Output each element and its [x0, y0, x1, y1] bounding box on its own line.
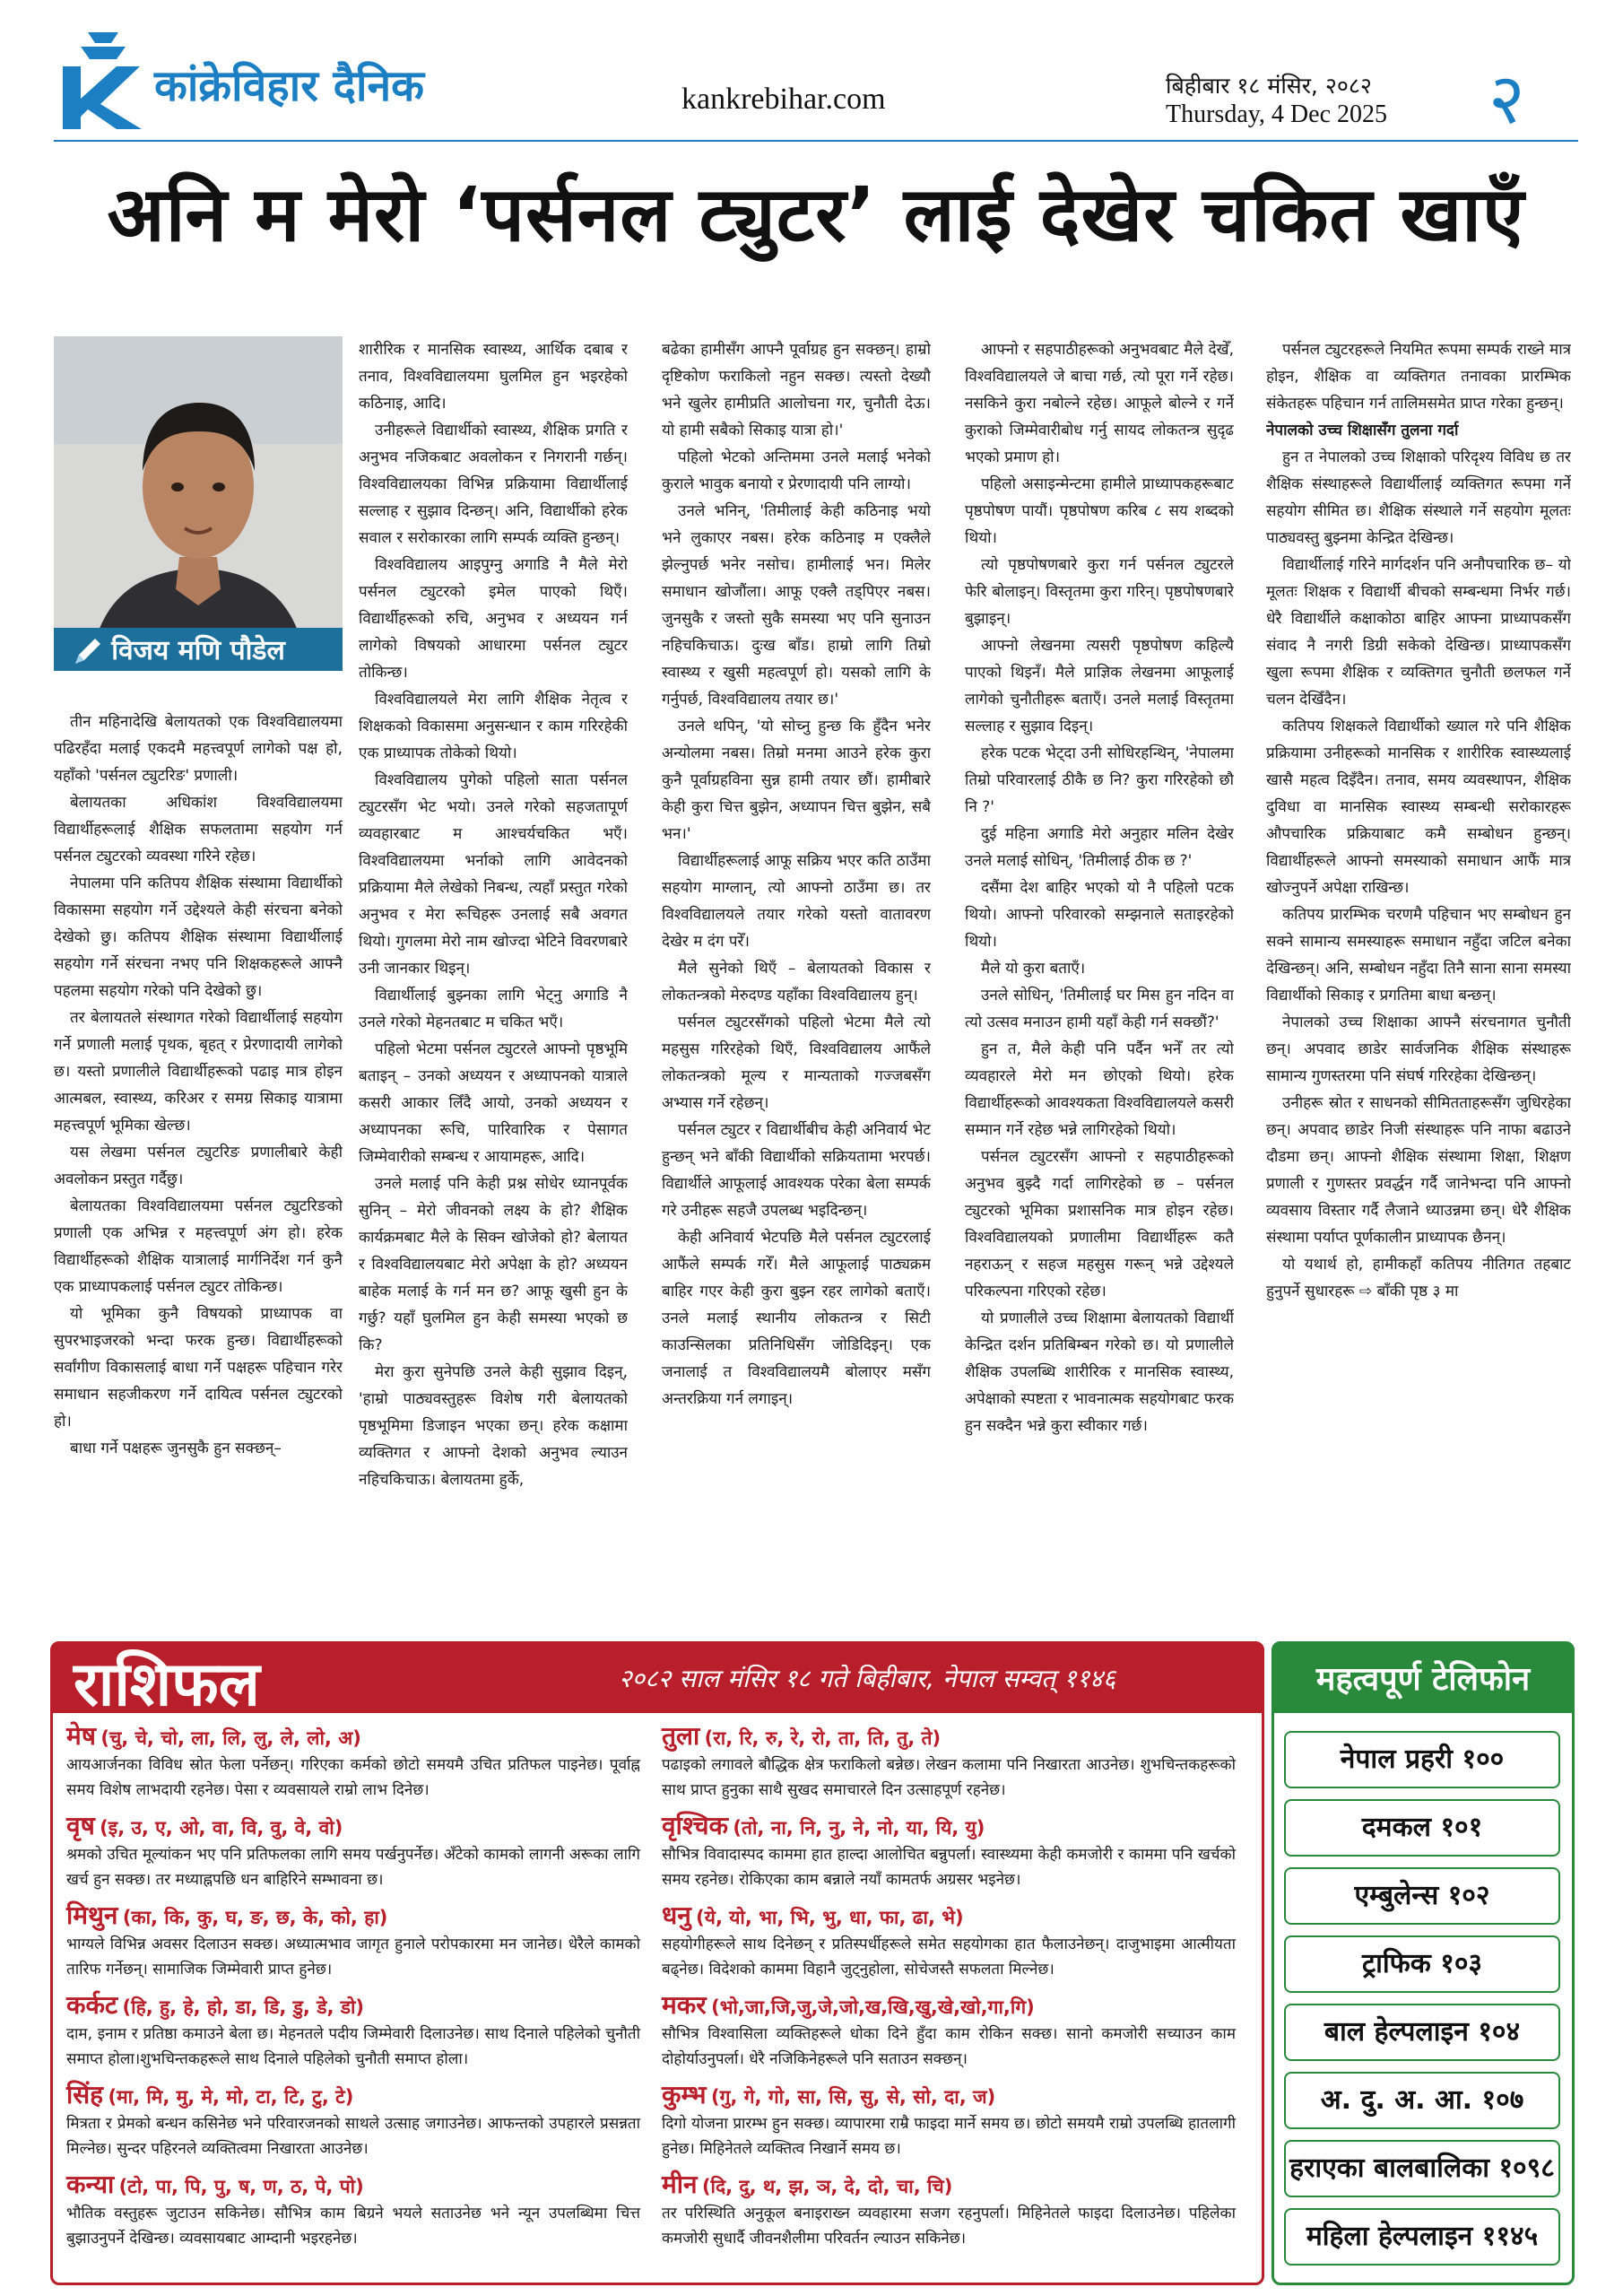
sign-name: वृष	[66, 1811, 95, 1840]
sign-name: तुला	[662, 1721, 700, 1751]
paragraph: पहिलो भेटमा पर्सनल ट्युटरले आफ्नो पृष्ठभूमि बताइन् – उनको अध्ययन र अध्यापनको यात्राले कसरी आकार लिँदै आयो, उनको अध्ययन र अध्यापनका रूचि, पारिवारिक र पेसागत जिम्मेवारीको सम्बन्ध र आयामहरू, आदि।	[359, 1040, 628, 1166]
paragraph: मैले यो कुरा बताएँ।	[981, 960, 1086, 978]
sign-letters: (इ, उ, ए, ओ, वा, वि, वु, वे, वो)	[100, 1817, 343, 1839]
paragraph: उनीहरूले विद्यार्थीको स्वास्थ्य, शैक्षिक प्रगति र अनुभव नजिकबाट अवलोकन र निगरानी गर्छन्। विश्वविद्यालयका विभिन्न प्रक्रियामा विद्यार्थीलाई सल्लाह र सुझाव दिन्छन्। अनि, विद्यार्थीको हरेक सवाल र सरोकारका लागि सम्पर्क व्यक्ति हुन्छन्।	[359, 422, 628, 547]
paragraph: मैले सुनेको थिएँ – बेलायतको विकास र लोकतन्त्रको मेरुदण्ड यहाँका विश्वविद्यालय हुन्।	[662, 960, 931, 1004]
phone-child-helpline[interactable]: बाल हेल्पलाइन १०४	[1284, 2004, 1560, 2061]
sign-dhanu	[662, 1900, 1236, 1982]
sign-name: धनु	[662, 1900, 691, 1930]
paragraph: विश्वविद्यालय पुगेको पहिलो साता पर्सनल ट्युटरसँग भेट भयो। उनले गरेको सहजतापूर्ण व्यवहारबाट म आश्चर्यचकित भएँ। विश्वविद्यालयमा भर्नाको लागि आवेदनको प्रक्रियामा मैले लेखेको निबन्ध, त्यहाँ प्रस्तुत गरेको अनुभव र मेरा रूचिहरू उनलाई सबै अवगत थियो। गुगलमा मेरो नाम खोज्दा भेटिने विवरणबारे उनी जानकार थिइन्।	[359, 771, 628, 978]
sign-text: भौतिक वस्तुहरू जुटाउन सकिनेछ। सौभित्र काम बिग्रने भयले सताउनेछ भने न्यून उपलब्धिमा चित्त बुझाउनुपर्ने देखिन्छ। व्यवसायबाट आम्दानी भइरहनेछ।	[66, 2205, 640, 2248]
phone-traffic[interactable]: ट्राफिक १०३	[1284, 1935, 1560, 1993]
paragraph: बेलायतका अधिकांश विश्वविद्यालयमा विद्यार्थीहरूलाई शैक्षिक सफलतामा सहयोग गर्न पर्सनल ट्युटरको व्यवस्था गरिने रहेछ।	[54, 794, 343, 865]
sign-text: पढाइको लगावले बौद्धिक क्षेत्र फराकिलो बन्नेछ। लेखन कलामा पनि निखारता आउनेछ। शुभचिन्तकहरूको साथ प्राप्त हुनुका साथै सुखद समाचारले दिन उत्साहपूर्ण रहनेछ।	[662, 1756, 1236, 1799]
sign-vrishchik	[662, 1813, 1236, 1892]
page-number: २	[1488, 59, 1525, 140]
paragraph: उनले सोधिन्, 'तिमीलाई घर मिस हुन नदिन वा त्यो उत्सव मनाउन हामी यहाँ केही गर्न सक्छौं?'	[965, 987, 1234, 1031]
paragraph: तीन महिनादेखि बेलायतको एक विश्वविद्यालयमा पढिरहँदा मलाई एकदमै महत्त्वपूर्ण लागेको पक्ष हो, यहाँको 'पर्सनल ट्युटरिङ' प्रणाली।	[54, 713, 343, 785]
paragraph: आफ्नो लेखनमा त्यसरी पृष्ठपोषण कहिल्यै पाएको थिइनँ। मैले प्राज्ञिक लेखनमा आफूलाई लागेको चुनौतीहरू बताएँ। उनले मलाई विस्तृतमा सल्लाह र सुझाव दिइन्।	[965, 637, 1234, 735]
sign-karkat	[66, 1990, 640, 2072]
paragraph: हरेक पटक भेट्दा उनी सोधिरहन्थिन्, 'नेपालमा तिम्रो परिवारलाई ठीकै छ नि? कुरा गरिरहेको छौ नि ?'	[965, 744, 1234, 816]
sign-kanya	[66, 2172, 640, 2251]
phone-title: महत्वपूर्ण टेलिफोन	[1315, 1661, 1531, 1698]
sign-name: कन्या	[66, 2170, 115, 2199]
paragraph: उनीहरू स्रोत र साधनको सीमितताहरूसँग जुधिरहेका छन्। अपवाद छाडेर निजी संस्थाहरू पनि नाफा बढाउने दौडमा छन्। आफ्नो शैक्षिक संस्थामा शिक्षा, शिक्षण प्रणाली र गुणस्तर प्रवर्द्धन गर्दै जानेभन्दा पनि आफ्नो व्यवसाय विस्तार गर्दै लैजाने ध्याउन्नमा छन्। धेरै शैक्षिक संस्थामा पर्याप्त पूर्णकालीन प्राध्यापक छैनन्।	[1266, 1094, 1571, 1247]
sign-text: दाम, इनाम र प्रतिष्ठा कमाउने बेला छ। मेहनतले पदीय जिम्मेवारी दिलाउनेछ। साथ दिनाले पहिलेको चुनौती समाप्त होला।शुभचिन्तकहरूले साथ दिनाले पहिलेको चुनौती समाप्त होला।	[66, 2025, 640, 2068]
paragraph: नेपालको उच्च शिक्षाका आफ्नै संरचनागत चुनौती छन्। अपवाद छाडेर सार्वजनिक शैक्षिक संस्थाहरू सामान्य गुणस्तरमा पनि संघर्ष गरिरहेका देखिन्छन्।	[1266, 1013, 1571, 1085]
paragraph: बढेका हामीसँग आफ्नै पूर्वाग्रह हुन सक्छन्। हाम्रो दृष्टिकोण फराकिलो नहुन सक्छ। त्यस्तो देख्यौ भने खुलेर हामीप्रति आलोचना गर, चुनौती देऊ। यो हामी सबैको सिकाइ यात्रा हो।'	[662, 341, 931, 439]
newspaper-logo-icon	[54, 23, 152, 131]
sign-name: वृश्चिक	[662, 1811, 729, 1840]
paragraph: शारीरिक र मानसिक स्वास्थ्य, आर्थिक दबाब र तनाव, विश्वविद्यालयमा घुलमिल हुन भइरहेको कठिनाइ, आदि।	[359, 341, 628, 413]
masthead	[54, 23, 475, 131]
phone-police[interactable]: नेपाल प्रहरी १००	[1284, 1731, 1560, 1788]
paragraph: नेपालमा पनि कतिपय शैक्षिक संस्थामा विद्यार्थीको विकासमा सहयोग गर्ने उद्देश्यले केही संरचना बनेको देखेको छु। कतिपय शैक्षिक संस्थामा विद्यार्थीलाई सहयोग गर्ने संरचना नभए पनि शिक्षकहरूले आफ्नै पहलमा सहयोग गरेको पनि देखेको छु।	[54, 874, 343, 1000]
paragraph: हुन त नेपालको उच्च शिक्षाको परिदृश्य विविध छ तर शैक्षिक संस्थाहरूले विद्यार्थीलाई व्यक्तिगत रूपमा गर्ने सहयोग सीमित छ। शैक्षिक संस्थाले गर्ने सहयोग मूलतः पाठ्यवस्तु बुझ्नमा केन्द्रित देखिन्छ।	[1266, 448, 1571, 547]
sign-letters: (गु, गे, गो, सा, सि, सु, से, सो, दा, ज)	[711, 2086, 996, 2108]
paragraph: उनले मलाई पनि केही प्रश्न सोधेर ध्यानपूर्वक सुनिन् – मेरो जीवनको लक्ष्य के हो? शैक्षिक कार्यक्रमबाट मैले के सिक्न खोजेको हो? बेलायत र विश्वविद्यालयबाट मेरो अपेक्षा के हो? अध्ययन बाहेक मलाई के गर्न मन छ? आफू खुसी हुन के गर्छु? यहाँ घुलमिल हुन केही समस्या भएको छ कि?	[359, 1175, 628, 1354]
phone-ambulance[interactable]: एम्बुलेन्स १०२	[1284, 1867, 1560, 1925]
sign-mesh	[66, 1721, 640, 1803]
sign-simha	[66, 2080, 640, 2161]
article-column-4	[965, 336, 1234, 1619]
sign-letters: (मा, मि, मु, मे, मो, टा, टि, टु, टे)	[108, 2086, 354, 2108]
site-url[interactable]: kankrebihar.com	[681, 83, 886, 116]
sign-meen	[662, 2172, 1236, 2251]
paragraph: त्यो पृष्ठपोषणबारे कुरा गर्न पर्सनल ट्युटरले फेरि बोलाइन्। विस्तृतमा कुरा गरिन्। पृष्ठपोषणबारे बुझाइन्।	[965, 556, 1234, 628]
newspaper-name: कांक्रेविहार दैनिक	[154, 61, 424, 111]
paragraph: उनले भनिन्, 'तिमीलाई केही कठिनाइ भयो भने लुकाएर नबस। हरेक कठिनाइ म एक्लैले झेल्नुपर्छ भनेर नसोच। हामीलाई भन। मिलेर समाधान खोजौंला। आफू एक्लै तड्पिएर नबस। जुनसुकै र जस्तो सुकै समस्या भए पनि सुनाउन नहिचकिचाऊ। दुःख बाँड। हाम्रो लागि तिम्रो स्वास्थ्य र खुसी महत्वपूर्ण हो। यसको लागि के गर्नुपर्छ, विश्वविद्यालय तयार छ।'	[662, 502, 931, 709]
sign-letters: (दि, दु, थ, झ, ञ, दे, दो, चा, चि)	[701, 2176, 953, 2197]
sign-text: सौभित्र विश्वासिला व्यक्तिहरूले धोका दिने हुँदा काम रोकिन सक्छ। सानो कमजोरी सच्याउन काम दोहोर्याउनुपर्ला। धेरै नजिकिनेहरूले पनि सताउन सक्छन्।	[662, 2025, 1236, 2068]
sign-text: आयआर्जनका विविध स्रोत फेला पर्नेछन्। गरिएका कर्मको छोटो समयमै उचित प्रतिफल पाइनेछ। पूर्वाह्न समय विशेष लाभदायी रहनेछ। पेसा र व्यवसायले राम्रो लाभ दिनेछ।	[66, 1756, 640, 1799]
sign-makar	[662, 1990, 1236, 2072]
sign-letters: (चु, चे, चो, ला, लि, लु, ले, लो, अ)	[100, 1727, 361, 1749]
sign-name: मेष	[66, 1721, 96, 1751]
sign-kumbha	[662, 2080, 1236, 2161]
article-column-1	[54, 709, 343, 1619]
paragraph: दसैंमा देश बाहिर भएको यो नै पहिलो पटक थियो। आफ्नो परिवारको सम्झनाले सताइरहेको थियो।	[965, 879, 1234, 951]
paragraph: मेरा कुरा सुनेपछि उनले केही सुझाव दिइन्, 'हाम्रो पाठ्यवस्तुहरू विशेष गरी बेलायतको पृष्ठभूमिमा डिजाइन भएका छन्। हरेक कक्षामा व्यक्तिगत र आफ्नो देशको अनुभव ल्याउन नहिचकिचाऊ। बेलायतमा हुर्के,	[359, 1363, 628, 1489]
article-column-2	[359, 336, 628, 1619]
sign-letters: (भो,जा,जि,जु,जे,जो,ख,खि,खु,खे,खो,गा,गि)	[711, 1996, 1035, 2018]
author-photo	[54, 336, 343, 668]
continued-note[interactable]: यो यथार्थ हो, हामीकहाँ कतिपय नीतिगत तहबाट हुनुपर्ने सुधारहरू ⇨ बाँकी पृष्ठ ३ मा	[1266, 1256, 1571, 1300]
sign-name: मकर	[662, 1990, 707, 2020]
paragraph: बेलायतका विश्वविद्यालयमा पर्सनल ट्युटरिङको प्रणाली एक अभिन्न र महत्त्वपूर्ण अंग हो। हरेक विद्यार्थीहरूको शैक्षिक यात्रालाई मार्गनिर्देश गर्न कुनै एक प्राध्यापकलाई पर्सनल ट्युटर तोकिन्छ।	[54, 1197, 343, 1296]
paragraph: तर बेलायतले संस्थागत गरेको विद्यार्थीलाई सहयोग गर्ने प्रणाली मलाई पृथक, बृहत् र प्रेरणादायी लागेको छ। यस्तो प्रणालीले विद्यार्थीहरूको पढाइ मात्र होइन आत्मबल, स्वास्थ्य, करिअर र समग्र सिकाइ यात्रामा महत्त्वपूर्ण भूमिका खेल्छ।	[54, 1009, 343, 1135]
paragraph: दुई महिना अगाडि मेरो अनुहार मलिन देखेर उनले मलाई सोधिन्, 'तिमीलाई ठीक छ ?'	[965, 825, 1234, 870]
phone-women-helpline[interactable]: महिला हेल्पलाइन ११४५	[1284, 2208, 1560, 2266]
sign-text: दिगो योजना प्रारम्भ हुन सक्छ। व्यापारमा राम्रै फाइदा मार्ने समय छ। छोटो समयमै राम्रो उपलब्धि हातलागी हुनेछ। मिहिनेतले व्यक्तित्व निखार्ने समय छ।	[662, 2115, 1236, 2158]
sign-text: मित्रता र प्रेमको बन्धन कसिनेछ भने परिवारजनको साथले उत्साह जगाउनेछ। आफन्तको उपहारले प्रसन्नता मिल्नेछ। सुन्दर पहिरनले व्यक्तित्वमा निखारता आउनेछ।	[66, 2115, 640, 2158]
paragraph: बाधा गर्ने पक्षहरू जुनसुकै हुन सक्छन्–	[70, 1439, 282, 1457]
paragraph: हुन त, मैले केही पनि पर्दैन भनेँ तर त्यो व्यवहारले मेरो मन छोएको थियो। हरेक विद्यार्थीहरूको आवश्यकता विश्वविद्यालयले कसरी सम्मान गर्ने रहेछ भन्ने लागिरहेको थियो।	[965, 1040, 1234, 1139]
paragraph: यो भूमिका कुनै विषयको प्राध्यापक वा सुपरभाइजरको भन्दा फरक हुन्छ। विद्यार्थीहरूको सर्वांगीण विकासलाई बाधा गर्ने पक्षहरू पहिचान गरेर समाधान सहजीकरण गर्ने दायित्व पर्सनल ट्युटरको हो।	[54, 1305, 343, 1431]
date-nepali: बिहीबार १८ मंसिर, २०८२	[1166, 73, 1372, 99]
paragraph: विद्यार्थीलाई गरिने मार्गदर्शन पनि अनौपचारिक छ– यो मूलतः शिक्षक र विद्यार्थी बीचको सम्बन्धमा निर्भर गर्छ। धेरै विद्यार्थीले कक्षाकोठा बाहिर आफ्ना प्राध्यापकसँग संवाद नै नगरी डिग्री सकेको देखिन्छ। प्राध्यापकसँग खुला रूपमा शैक्षिक र व्यक्तिगत चुनौती छलफल गर्ने चलन देखिँदैन।	[1266, 556, 1571, 709]
sign-letters: (हि, हु, हे, हो, डा, डि, डु, डे, डो)	[122, 1996, 365, 2018]
paragraph: पर्सनल ट्युटरहरूले नियमित रूपमा सम्पर्क राख्ने मात्र होइन, शैक्षिक वा व्यक्तिगत तनावका प्रारम्भिक संकेतहरू पहिचान गर्न तालिमसमेत प्राप्त गरेका हुन्छन्।	[1266, 341, 1571, 413]
author-name: विजय मणि पौडेल	[111, 635, 285, 666]
paragraph: विश्वविद्यालयले मेरा लागि शैक्षिक नेतृत्व र शिक्षकको विकासमा अनुसन्धान र काम गरिरहेकी एक प्राध्यापक तोकेको थियो।	[359, 691, 628, 762]
sign-text: तर परिस्थिति अनुकूल बनाइराख्न व्यवहारमा सजग रहनुपर्ला। मिहिनेतले फाइदा दिलाउनेछ। पहिलेका कमजोरी सुधार्दै जीवनशैलीमा परिवर्तन ल्याउन सकिनेछ।	[662, 2205, 1236, 2248]
date-english: Thursday, 4 Dec 2025	[1166, 100, 1388, 128]
sign-letters: (रा, रि, रु, रे, रो, ता, ति, तु, ते)	[704, 1727, 942, 1749]
sign-text: श्रमको उचित मूल्यांकन भए पनि प्रतिफलका लागि समय पर्खनुपर्नेछ। अँटेको कामको लागनी अरूका लागि खर्च हुन सक्छ। तर मध्याह्नपछि धन बाहिरिने सम्भावना छ।	[66, 1846, 640, 1889]
sign-name: कर्कट	[66, 1990, 118, 2020]
paragraph: पर्सनल ट्युटरसँग आफ्नो र सहपाठीहरूको अनुभव बुझ्दै गर्दा लागिरहेको छ – पर्सनल ट्युटरको भूमिका प्रशासनिक मात्र होइन रहेछ। विश्वविद्यालयको प्रणालीमा विद्यार्थीहरू कतै नहराऊन् र सहज महसुस गरून् भन्ने उद्देश्यले परिकल्पना गरिएको रहेछ।	[965, 1148, 1234, 1300]
sign-letters: (टो, पा, पि, पु, ष, ण, ठ, पे, पो)	[118, 2176, 364, 2197]
paragraph: कतिपय शिक्षकले विद्यार्थीको ख्याल गरे पनि शैक्षिक प्रक्रियामा उनीहरूको मानसिक र शारीरिक स्वास्थ्यलाई खासै महत्व दिइँदैन। तनाव, समय व्यवस्थापन, शैक्षिक दुविधा वा मानसिक स्वास्थ्य सम्बन्धी सरोकारहरू औपचारिक प्रक्रियाबाट कमै सम्बोधन हुन्छन्। विद्यार्थीहरूले आफ्नो समस्याको समाधान आफैं मात्र खोज्नुपर्ने अपेक्षा राखिन्छ।	[1266, 718, 1571, 897]
sign-text: भाग्यले विभिन्न अवसर दिलाउन सक्छ। अध्यात्मभाव जागृत हुनाले परोपकारमा मन जानेछ। धेरैले कामको तारिफ गर्नेछन्। सामाजिक जिम्मेवारी प्राप्त हुनेछ।	[66, 1935, 640, 1979]
sign-text: सौभित्र विवादास्पद काममा हात हाल्दा आलोचित बन्नुपर्ला। स्वास्थ्यमा केही कमजोरी र काममा पनि खर्चको समय रहनेछ। रोकिएका काम बन्नाले नयाँ कामतर्फ अग्रसर भइनेछ।	[662, 1846, 1236, 1889]
paragraph: यस लेखमा पर्सनल ट्युटरिङ प्रणालीबारे केही अवलोकन प्रस्तुत गर्दैछु।	[54, 1144, 343, 1188]
phone-fire[interactable]: दमकल १०१	[1284, 1799, 1560, 1857]
horoscope-title: राशिफल	[74, 1649, 260, 1720]
paragraph: उनले थपिन्, 'यो सोच्नु हुन्छ कि हुँदैन भनेर अन्योलमा नबस। तिम्रो मनमा आउने हरेक कुरा कुनै पूर्वाग्रहविना सुन्न हामी तयार छौं। हामीबारे केही कुरा चित्त बुझेन, अध्यापन चित्त बुझेन, सबै भन।'	[662, 718, 931, 843]
paragraph: यो प्रणालीले उच्च शिक्षामा बेलायतको विद्यार्थी केन्द्रित दर्शन प्रतिबिम्बन गरेको छ। यो प्रणालीले शैक्षिक उपलब्धि शारीरिक र मानसिक स्वास्थ्य, अपेक्षाको स्पष्टता र भावनात्मक सहयोगबाट फरक हुन सक्दैन भन्ने कुरा स्वीकार गर्छ।	[965, 1309, 1234, 1435]
paragraph: केही अनिवार्य भेटपछि मैले पर्सनल ट्युटरलाई आफैंले सम्पर्क गरेँ। मैले आफूलाई पाठ्यक्रम बाहिर गएर केही कुरा बुझ्न रहर लागेको बताएँ। उनले मलाई स्थानीय लोकतन्त्र र सिटी काउन्सिलका प्रतिनिधिसँग जोडिदिइन्। एक जनालाई त विश्वविद्यालयमै बोलाएर मसँग अन्तरक्रिया गर्न लगाइन्।	[662, 1229, 931, 1408]
sign-name: मिथुन	[66, 1900, 118, 1930]
sign-mithun	[66, 1900, 640, 1982]
sign-vrish	[66, 1813, 640, 1892]
sign-tula	[662, 1721, 1236, 1803]
sign-letters: (ये, यो, भा, भि, भु, धा, फा, ढा, भे)	[696, 1907, 964, 1928]
sign-name: सिंह	[66, 2080, 104, 2109]
header-divider	[54, 140, 1578, 142]
paragraph: विद्यार्थीलाई बुझ्नका लागि भेट्नु अगाडि नै उनले गरेको मेहनतबाट म चकित भएँ।	[359, 987, 628, 1031]
sign-letters: (तो, ना, नि, नु, ने, नो, या, यि, यु)	[733, 1817, 985, 1839]
sign-text: सहयोगीहरूले साथ दिनेछन् र प्रतिस्पर्धीहरूले समेत सहयोगका हात फैलाउनेछन्। दाजुभाइमा आत्मीयता बढ्नेछ। विदेशको काममा विहानै जुट्नुहोला, सोचेजस्तै सफलता मिल्नेछ।	[662, 1935, 1236, 1979]
paragraph: आफ्नो र सहपाठीहरूको अनुभवबाट मैले देखेँ, विश्वविद्यालयले जे बाचा गर्छ, त्यो पूरा गर्ने रहेछ। नसकिने कुरा नबोल्ने रहेछ। आफूले बोल्ने र गर्ने कुराको जिम्मेवारीबोध गर्नु सायद लोकतन्त्र सुदृढ भएको प्रमाण हो।	[965, 341, 1234, 466]
sign-name: मीन	[662, 2170, 698, 2199]
paragraph: पहिलो भेटको अन्तिममा उनले मलाई भनेको कुराले भावुक बनायो र प्रेरणादायी पनि लाग्यो।	[662, 448, 931, 493]
article-column-5	[1266, 336, 1571, 1619]
horoscope-date: २०८२ साल मंसिर १८ गते बिहीबार, नेपाल सम्वत् ११४६	[619, 1664, 1116, 1693]
paragraph: पर्सनल ट्युटर र विद्यार्थीबीच केही अनिवार्य भेट हुन्छन् भने बाँकी विद्यार्थीको सक्रियतामा भरपर्छ। विद्यार्थीले आफूलाई आवश्यक परेका बेला सम्पर्क गरे उनीहरू सहजै उपलब्ध भइदिन्छन्।	[662, 1121, 931, 1220]
paragraph: पर्सनल ट्युटरसँगको पहिलो भेटमा मैले त्यो महसुस गरिरहेको थिएँ, विश्वविद्यालय आफैंले लोकतन्त्रको मूल्य र मान्यताको गज्जबसँग अभ्यास गर्ने रहेछन्।	[662, 1013, 931, 1112]
sign-name: कुम्भ	[662, 2080, 707, 2109]
paragraph: विद्यार्थीहरूलाई आफू सक्रिय भएर कति ठाउँमा सहयोग माग्लान्, त्यो आफ्नो ठाउँमा छ। तर विश्वविद्यालयले तयार गरेको यस्तो वातावरण देखेर म दंग परेँ।	[662, 852, 931, 951]
article-column-3	[662, 336, 931, 1619]
paragraph: विश्वविद्यालय आइपुग्नु अगाडि नै मैले मेरो पर्सनल ट्युटरको इमेल पाएको थिएँ। विद्यार्थीहरूको रुचि, अनुभव र अध्ययन गर्न लागेको विषयको आधारमा पर्सनल ट्युटर तोकिन्छ।	[359, 556, 628, 682]
paragraph: पहिलो असाइन्मेन्टमा हामीले प्राध्यापकहरूबाट पृष्ठपोषण पायौं। पृष्ठपोषण करिब ८ सय शब्दको थियो।	[965, 475, 1234, 547]
headline: अनि म मेरो ‘पर्सनल ट्युटर’ लाई देखेर चकित खाएँ	[107, 170, 1525, 258]
sign-letters: (का, कि, कु, घ, ङ, छ, के, को, हा)	[122, 1907, 388, 1928]
paragraph: कतिपय प्रारम्भिक चरणमै पहिचान भए सम्बोधन हुन सक्ने सामान्य समस्याहरू समाधान नहुँदा जटिल बनेका देखिन्छन्। अनि, सम्बोधन नहुँदा तिनै साना साना समस्या विद्यार्थीको सिकाइ र प्रगतिमा बाधा बन्छन्।	[1266, 906, 1571, 1004]
phone-missing-children[interactable]: हराएका बालबालिका १०९८	[1284, 2140, 1560, 2197]
subheading: नेपालको उच्च शिक्षासँग तुलना गर्दा	[1266, 422, 1459, 439]
phone-ciaa[interactable]: अ. दु. अ. आ. १०७	[1284, 2072, 1560, 2129]
